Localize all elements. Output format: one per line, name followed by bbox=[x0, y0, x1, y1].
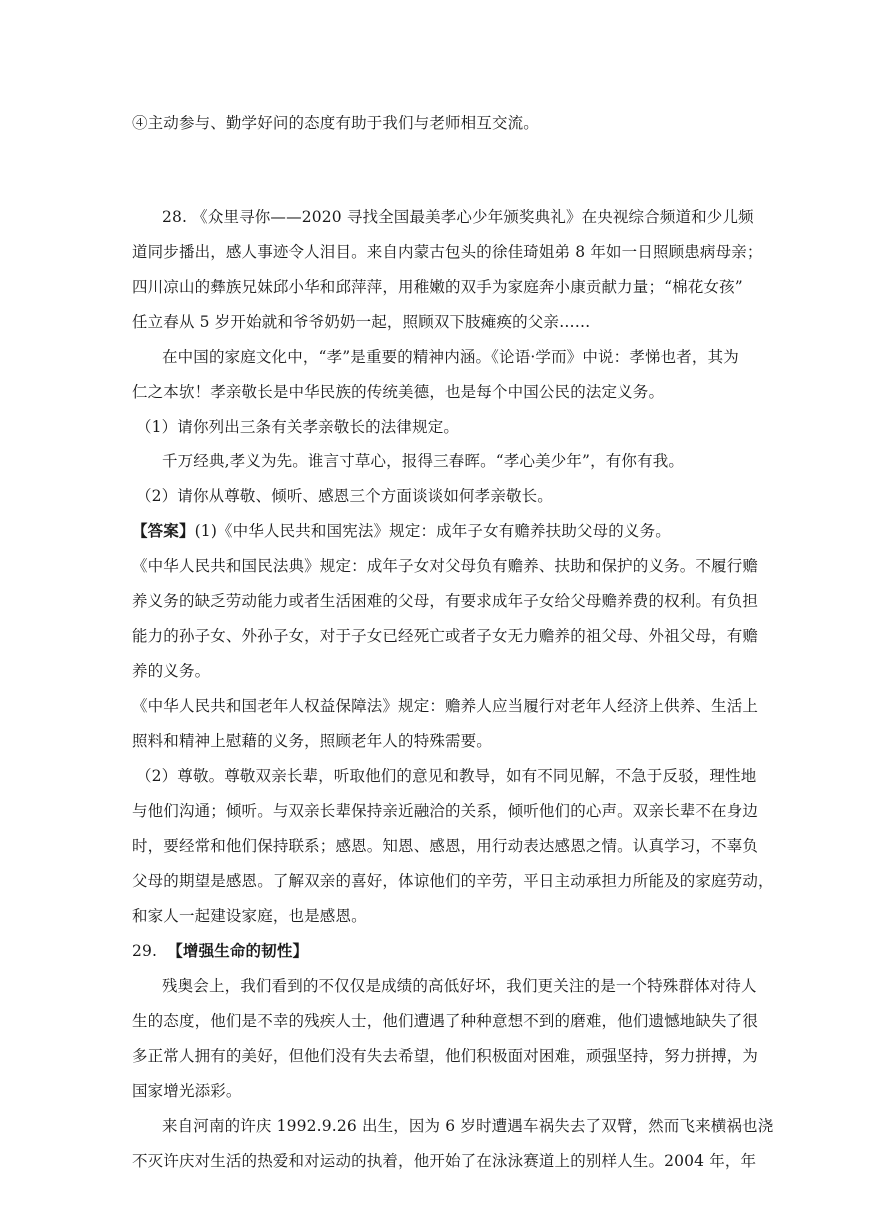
q28-passage-line: 28. 《众里寻你——2020 寻找全国最美孝心少年颁奖典礼》在央视综合频道和少儿频 bbox=[162, 208, 754, 226]
q28-passage-line: 任立春从 5 岁开始就和爷爷奶奶一起，照顾双下肢瘫痪的父亲…… bbox=[132, 313, 591, 331]
q28-context-line: 在中国的家庭文化中，“孝”是重要的精神内涵。《论语·学而》中说：孝悌也者，其为 bbox=[162, 348, 739, 366]
answer-2-line: 与他们沟通；倾听。与双亲长辈保持亲近融洽的关系，倾听他们的心声。双亲长辈不在身边 bbox=[132, 802, 759, 820]
q28-passage-line: 道同步播出，感人事迹令人泪目。来自内蒙古包头的徐佳琦姐弟 8 年如一日照顾患病母亲； bbox=[132, 243, 763, 261]
answer-tag: 【答案】 bbox=[132, 521, 195, 540]
q29-xuqing-line: 来自河南的许庆 1992.9.26 出生，因为 6 岁时遭遇车祸失去了双臂，然而飞来横祸也浇 bbox=[162, 1117, 774, 1135]
q29-xuqing-line: 不灭许庆对生活的热爱和对运动的执着，他开始了在泳泳赛道上的别样人生。2004 年，年 bbox=[132, 1152, 757, 1170]
answer-2-line: 父母的期望是感恩。了解双亲的喜好，体谅他们的辛劳，平日主动承担力所能及的家庭劳动， bbox=[132, 872, 774, 890]
q29-passage-line: 残奥会上，我们看到的不仅仅是成绩的高低好坏，我们更关注的是一个特殊群体对待人 bbox=[162, 977, 757, 995]
q28-passage-line: 四川凉山的彝族兄妹邱小华和邱萍萍，用稚嫩的双手为家庭奔小康贡献力量；“棉花女孩” bbox=[132, 278, 743, 296]
answer-1-elderly-line: 《中华人民共和国老年人权益保障法》规定：赡养人应当履行对老年人经济上供养、生活上 bbox=[132, 697, 759, 715]
q29-number: 29. bbox=[132, 942, 158, 960]
q29-heading: 【增强生命的韧性】 bbox=[167, 941, 309, 960]
answer-2-line: 时，要经常和他们保持联系；感恩。知恩、感恩，用行动表达感恩之情。认真学习，不辜负 bbox=[132, 837, 759, 855]
answer-1-civil-line: 养义务的缺乏劳动能力或者生活困难的父母，有要求成年子女给父母赡养费的权利。有负担 bbox=[132, 592, 759, 610]
answer-1-civil-line: 养的义务。 bbox=[132, 662, 211, 680]
answer-2-line: （2）尊敬。尊敬双亲长辈，听取他们的意见和教导，如有不同见解，不急于反驳，理性地 bbox=[136, 767, 757, 785]
q29-heading-line bbox=[132, 941, 740, 961]
q29-passage-line: 生的态度，他们是不幸的残疾人士，他们遭遇了种种意想不到的磨难，他们遗憾地缺失了很 bbox=[132, 1012, 759, 1030]
answer-1-civil-line: 能力的孙子女、外孙子女，对于子女已经死亡或者子女无力赡养的祖父母、外祖父母，有赡 bbox=[132, 627, 759, 645]
q28-question-2: （2）请你从尊敬、倾听、感恩三个方面谈谈如何孝亲敬长。 bbox=[136, 487, 553, 505]
q29-passage-line: 多正常人拥有的美好，但他们没有失去希望，他们积极面对困难，顽强坚持，努力拼搏，为 bbox=[132, 1047, 759, 1065]
option-4-text: ④主动参与、勤学好问的态度有助于我们与老师相互交流。 bbox=[132, 114, 539, 132]
q29-passage-line: 国家增光添彩。 bbox=[132, 1082, 242, 1100]
answer-1-constitution: (1)《中华人民共和国宪法》规定：成年子女有赡养扶助父母的义务。 bbox=[194, 522, 671, 540]
answer-1-elderly-line: 照料和精神上慰藉的义务，照顾老年人的特殊需要。 bbox=[132, 732, 492, 750]
q28-slogan: 千万经典,孝义为先。谁言寸草心，报得三春晖。“孝心美少年”，有你有我。 bbox=[162, 452, 685, 470]
answer-1-civil-line: 《中华人民共和国民法典》规定：成年子女对父母负有赡养、扶助和保护的义务。不履行赡 bbox=[132, 557, 759, 575]
answer-2-line: 和家人一起建设家庭，也是感恩。 bbox=[132, 907, 367, 925]
q28-question-1: （1）请你列出三条有关孝亲敬长的法律规定。 bbox=[136, 418, 460, 436]
q28-context-line: 仁之本欤！孝亲敬长是中华民族的传统美德，也是每个中国公民的法定义务。 bbox=[132, 383, 665, 401]
answer-line bbox=[132, 521, 740, 541]
